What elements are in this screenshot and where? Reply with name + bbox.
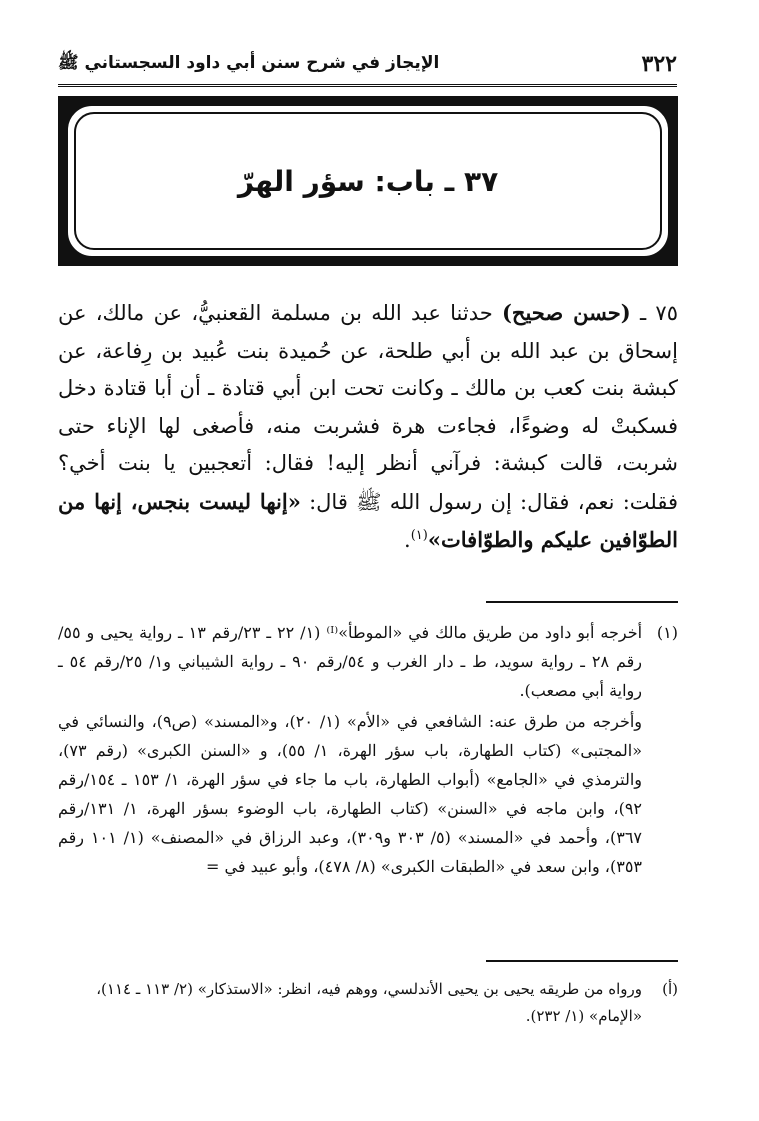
footnote-marker: (١) [656, 623, 678, 642]
chapter-title: ٣٧ ـ باب: سؤر الهرّ [237, 164, 499, 198]
editor-note-separator [486, 960, 678, 962]
running-title: الإيجاز في شرح سنن أبي داود السجستاني ﷺ [58, 52, 440, 73]
page-number: ٣٢٢ [641, 51, 677, 77]
footnote-body [58, 618, 642, 883]
hadith-number: ٧٥ ـ [640, 301, 678, 325]
footnote-reference: (١) [410, 528, 428, 543]
editor-note-text: ورواه من طريقه يحيى بن يحيى الأندلسي، ووهم فيه، انظر: «الاستذكار» (٢/ ١١٣ ـ ١١٤)، «الإمام» (١/ ٢٣٢). [96, 980, 642, 1025]
editor-note-marker: (أ) [662, 980, 678, 998]
hadith-end: . [404, 528, 411, 552]
hadith-body: حدثنا عبد الله بن مسلمة القعنبيُّ، عن مالك، عن إسحاق بن عبد الله بن أبي طلحة، عن حُميدة بنت عُبيد بن رِفاعة، عن كبشة بنت كعب بن مالك ـ وكانت تحت ابن أبي قتادة ـ أن أبا قتادة دخل فسكبتْ له وضوءًا، فجاءت هرة فشربت منه، فأصغى لها الإناء حتى شربت، قالت كبشة: فرآني أنظر إليه! فقال: أتعجبين يا بنت أخي؟ فقلت: نعم، فقال: إن رسول الله ﷺ قال: [58, 301, 678, 514]
footnotes [58, 618, 678, 883]
chapter-heading-border [74, 112, 662, 250]
hadith-text [58, 294, 678, 560]
chapter-heading-frame [58, 96, 678, 266]
page-header [58, 44, 677, 87]
editor-notes [58, 976, 678, 1030]
footnote-item [58, 618, 678, 883]
footnote-separator [486, 601, 678, 603]
hadith-grade: (حسن صحيح) [501, 300, 631, 325]
chapter-heading-box [68, 106, 668, 256]
hadith-paragraph [58, 294, 678, 560]
footnote-paragraph: أخرجه أبو داود من طريق مالك في «الموطأ»⁽ᴵ⁾ (١/ ٢٢ ـ ٢٣/رقم ١٣ ـ رواية يحيى و ٥٥/رقم ٢٨ ـ رواية سويد، ط ـ دار الغرب و ٥٤/رقم ٩٠ ـ رواية الشيباني و١/ ٢٥/رقم ٥٤ ـ رواية أبي مصعب). [58, 623, 643, 700]
editor-note-item [58, 976, 678, 1030]
footnote-paragraph: وأخرجه من طرق عنه: الشافعي في «الأم» (١/ ٢٠)، و«المسند» (ص٩)، والنسائي في «المجتبى» (كتاب الطهارة، باب سؤر الهرة، ١/ ٥٥)، و «السنن الكبرى» (رقم ٧٣)، والترمذي في «الجامع» (أبواب الطهارة، باب ما جاء في سؤر الهرة، ١/ ١٥٣ ـ ١٥٤/رقم ٩٢)، وابن ماجه في «السنن» (كتاب الطهارة، باب الوضوء بسؤر الهرة، ١/ ١٣١/رقم ٣٦٧)، وأحمد في «المسند» (٥/ ٣٠٣ و٣٠٩)، وعبد الرزاق في «المصنف» (١/ ١٠١ رقم ٣٥٣)، وابن سعد في «الطبقات الكبرى» (٨/ ٤٧٨)، وأبو عبيد في = [58, 712, 643, 876]
hadith-prophetic-quote: «إنها ليست بنجس، إنها من الطوّافين عليكم والطوّافات» [58, 488, 678, 552]
